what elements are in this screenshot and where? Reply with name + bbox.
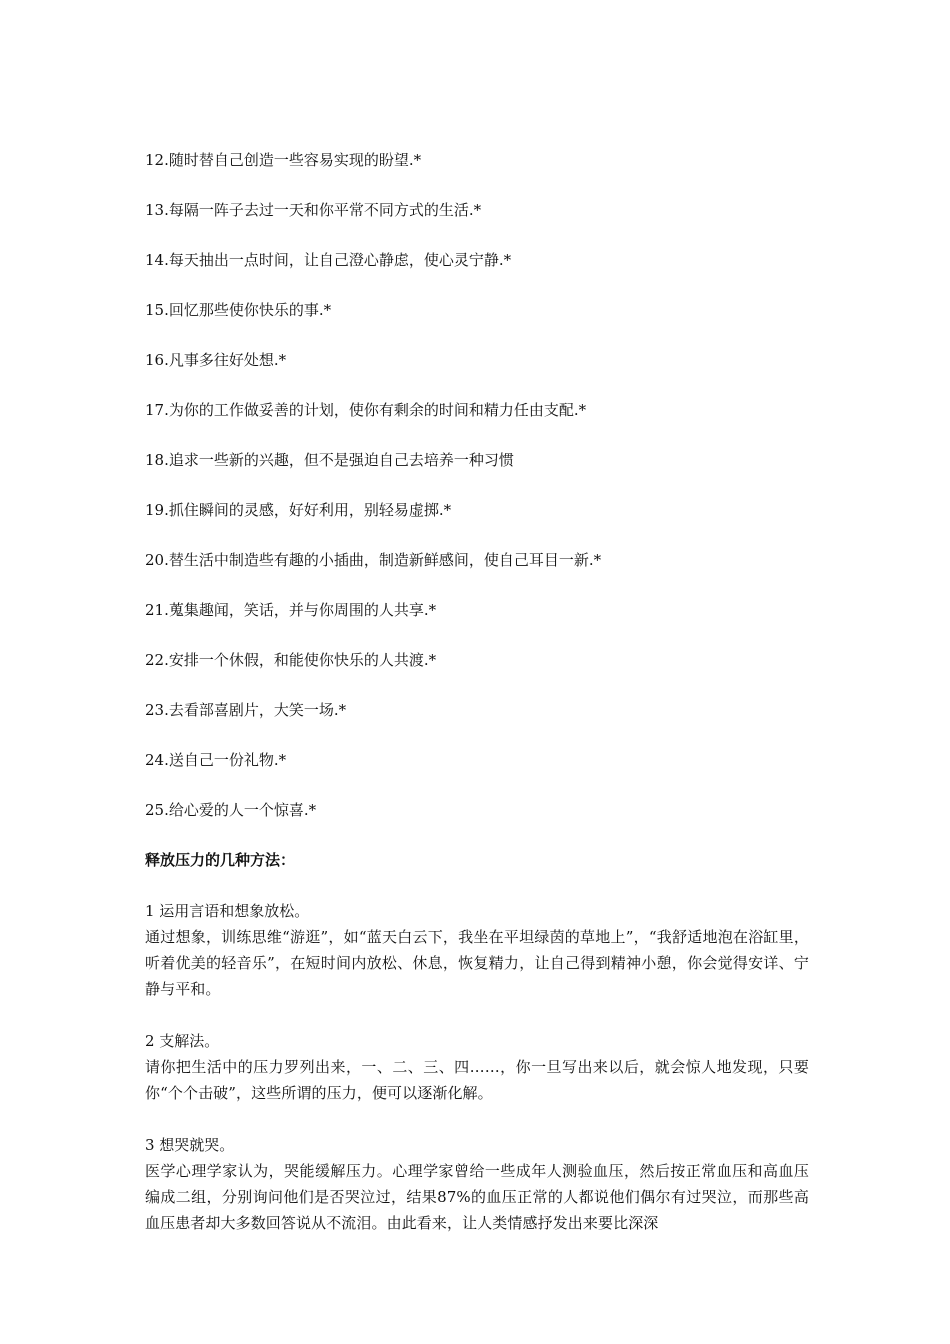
tip-item-16: 16.凡事多往好处想.* xyxy=(145,351,287,369)
tip-item-23: 23.去看部喜剧片，大笑一场.* xyxy=(145,701,347,719)
method-title: 3 想哭就哭。 xyxy=(145,1136,235,1154)
method-block-2 xyxy=(145,1028,809,1106)
method-body: 医学心理学家认为，哭能缓解压力。心理学家曾给一些成年人测验血压，然后按正常血压和高血压编成二组，分别询问他们是否哭泣过，结果87%的血压正常的人都说他们偶尔有过哭泣，而那些高血压患者却大多数回答说从不流泪。由此看来，让人类情感抒发出来要比深深 xyxy=(145,1162,809,1232)
tip-item-20: 20.替生活中制造些有趣的小插曲，制造新鲜感间，使自己耳目一新.* xyxy=(145,551,602,569)
method-title: 1 运用言语和想象放松。 xyxy=(145,902,310,920)
method-body: 通过想象，训练思维“游逛”，如“蓝天白云下，我坐在平坦绿茵的草地上”，“我舒适地泡在浴缸里，听着优美的轻音乐”，在短时间内放松、休息，恢复精力，让自己得到精神小憩，你会觉得安详、宁静与平和。 xyxy=(145,928,809,998)
tip-item-18: 18.追求一些新的兴趣，但不是强迫自己去培养一种习惯 xyxy=(145,451,514,469)
tip-item-21: 21.蒐集趣闻，笑话，并与你周围的人共享.* xyxy=(145,601,437,619)
tip-item-15: 15.回忆那些使你快乐的事.* xyxy=(145,301,332,319)
method-title: 2 支解法。 xyxy=(145,1032,220,1050)
tip-item-22: 22.安排一个休假，和能使你快乐的人共渡.* xyxy=(145,651,437,669)
tip-item-19: 19.抓住瞬间的灵感，好好利用，别轻易虚掷.* xyxy=(145,501,452,519)
tip-item-25: 25.给心爱的人一个惊喜.* xyxy=(145,801,317,819)
method-block-1 xyxy=(145,898,809,1002)
tip-item-13: 13.每隔一阵子去过一天和你平常不同方式的生活.* xyxy=(145,201,482,219)
document-page xyxy=(145,148,809,1262)
tip-item-12: 12.随时替自己创造一些容易实现的盼望.* xyxy=(145,151,422,169)
method-block-3 xyxy=(145,1132,809,1236)
tip-item-14: 14.每天抽出一点时间，让自己澄心静虑，使心灵宁静.* xyxy=(145,251,512,269)
method-body: 请你把生活中的压力罗列出来，一、二、三、四……，你一旦写出来以后，就会惊人地发现，只要你“个个击破”，这些所谓的压力，便可以逐渐化解。 xyxy=(145,1058,809,1102)
tip-item-24: 24.送自己一份礼物.* xyxy=(145,751,287,769)
tip-item-17: 17.为你的工作做妥善的计划，使你有剩余的时间和精力任由支配.* xyxy=(145,401,587,419)
section-heading: 释放压力的几种方法： xyxy=(145,851,296,869)
